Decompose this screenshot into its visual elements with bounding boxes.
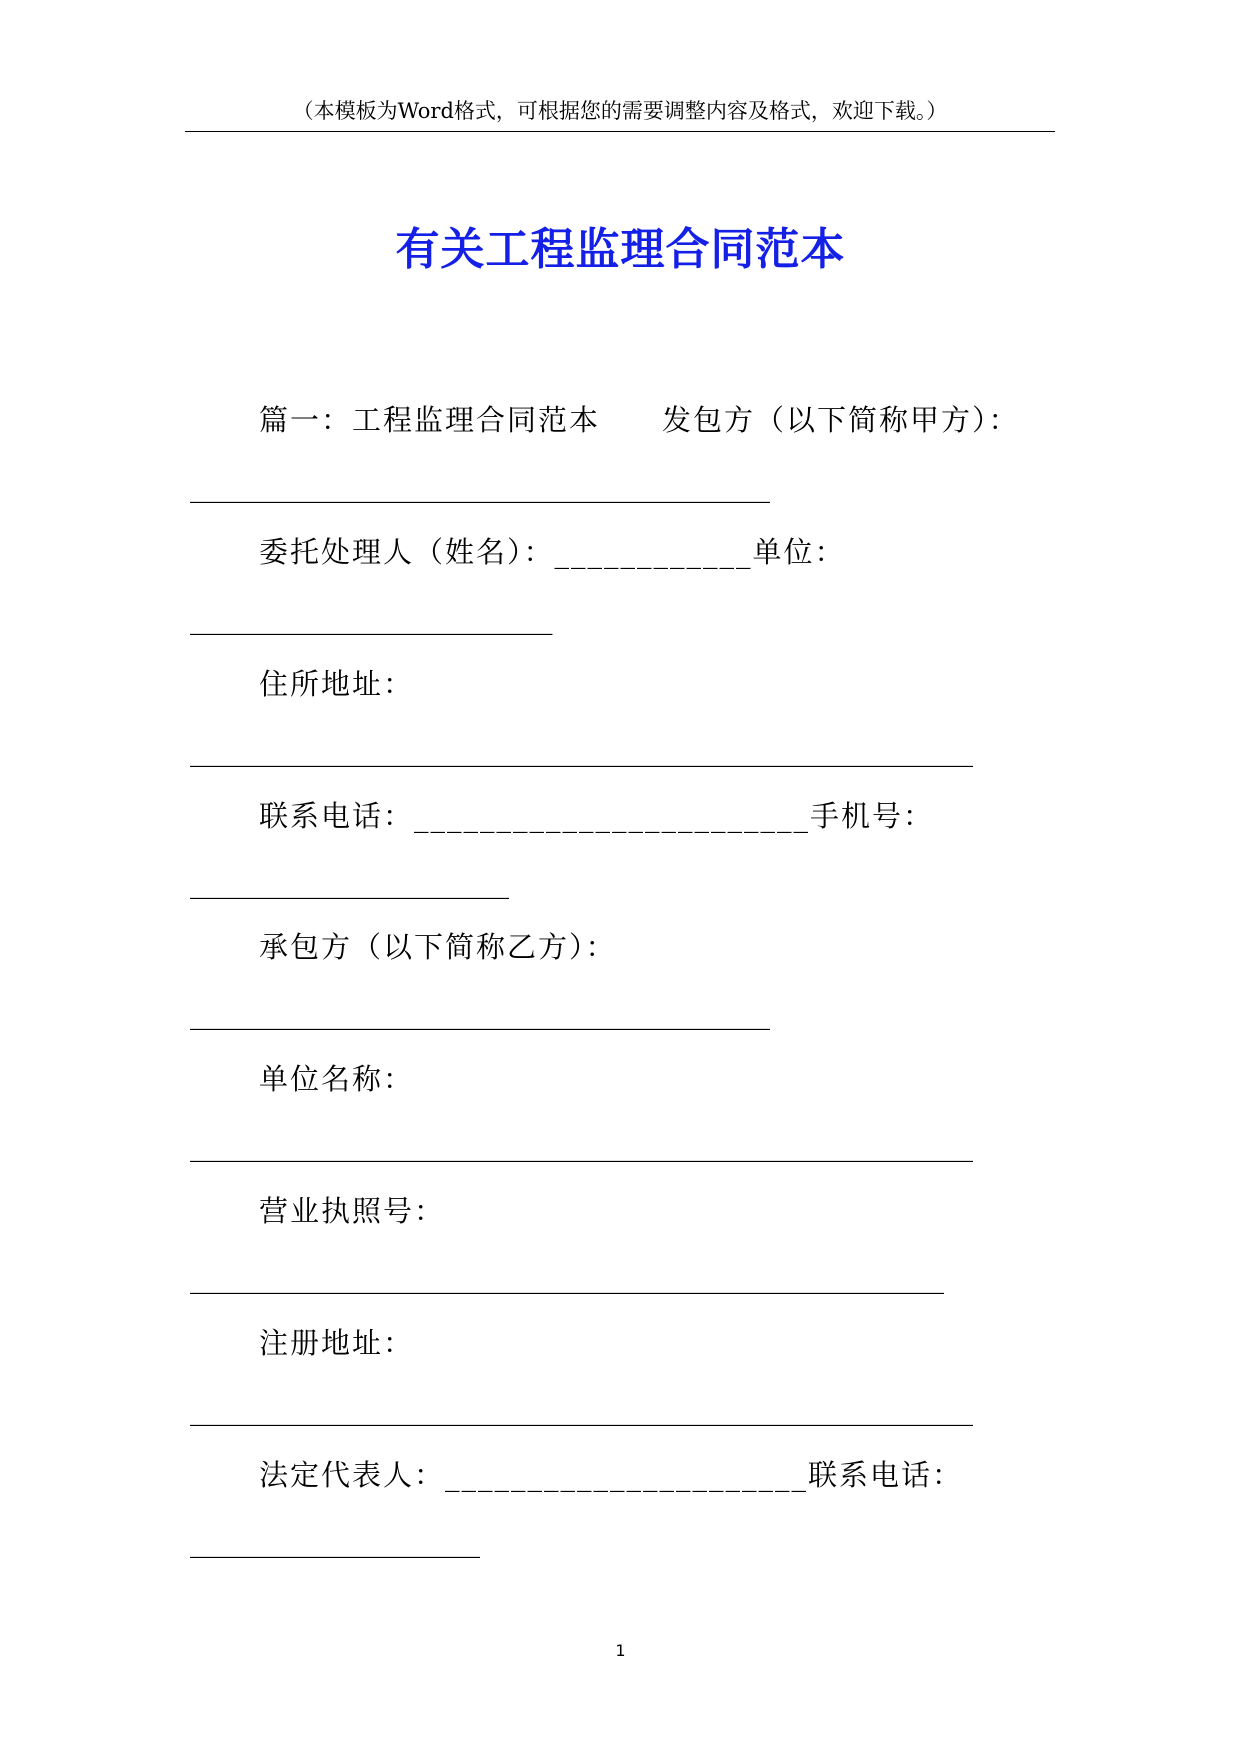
line-agent-unit-blank: _________________________ <box>190 601 553 635</box>
header-note: （本模板为Word格式，可根据您的需要调整内容及格式，欢迎下载。） <box>292 99 948 123</box>
line-registered-address: 注册地址： <box>259 1326 415 1360</box>
line-legal-representative: 法定代表人：______________________联系电话： <box>259 1458 964 1492</box>
line-unit-name: 单位名称： <box>259 1062 415 1096</box>
line-contact-phone-blank: ____________________ <box>190 1524 480 1558</box>
line-address: 住所地址： <box>259 667 415 701</box>
line-part-one-employer: 篇一：工程监理合同范本 发包方（以下简称甲方）： <box>259 403 1020 437</box>
line-registered-address-blank: ______________________________________________________ <box>190 1392 973 1426</box>
line-license-blank: ____________________________________________________ <box>190 1260 944 1294</box>
line-contractor-blank: ________________________________________ <box>190 996 770 1030</box>
line-contractor: 承包方（以下简称乙方）： <box>259 930 617 964</box>
line-mobile-blank: ______________________ <box>190 865 509 899</box>
document-title: 有关工程监理合同范本 <box>395 224 846 275</box>
line-agent-name: 委托处理人（姓名）：____________单位： <box>259 535 846 569</box>
line-phone: 联系电话：________________________手机号： <box>259 799 935 833</box>
line-unit-name-blank: ______________________________________________________ <box>190 1128 973 1162</box>
line-employer-blank: ________________________________________ <box>190 469 770 503</box>
page-number: 1 <box>615 1641 626 1660</box>
line-address-blank: ______________________________________________________ <box>190 733 973 767</box>
line-license-number: 营业执照号： <box>259 1194 446 1228</box>
header-divider <box>185 131 1055 132</box>
